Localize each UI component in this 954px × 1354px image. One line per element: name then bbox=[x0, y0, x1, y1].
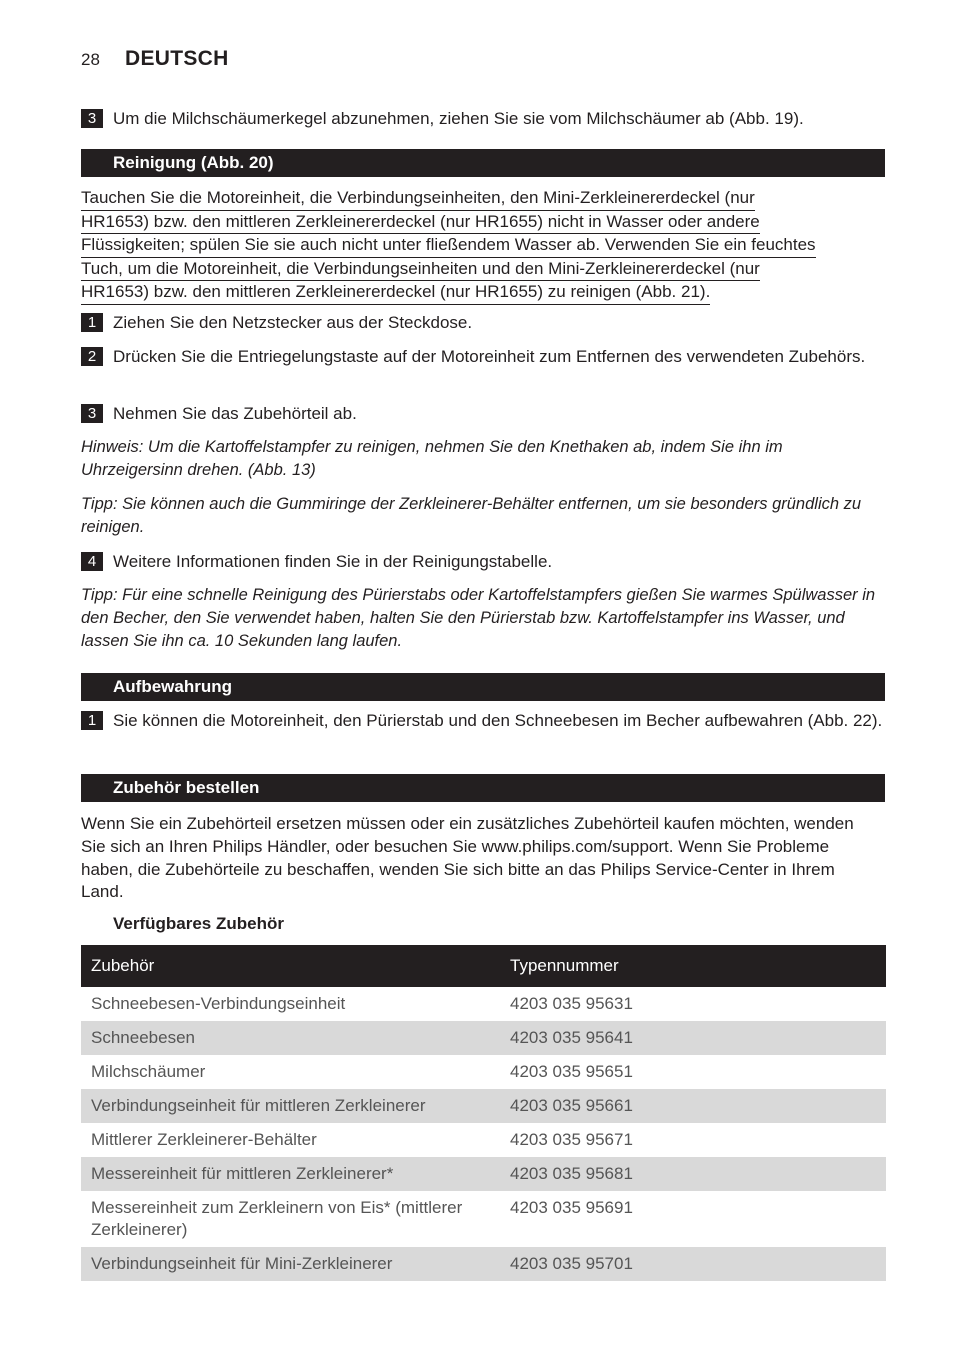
type-number-cell: 4203 035 95641 bbox=[500, 1021, 886, 1055]
table-row bbox=[81, 987, 886, 1021]
cleaning-step-2 bbox=[81, 345, 883, 368]
type-number-cell: 4203 035 95691 bbox=[510, 1198, 633, 1217]
note-tip-rubber-rings: Tipp: Sie können auch die Gummiringe der Zerkleinerer-Behälter entfernen, um sie besonders gründlich zu reinigen. bbox=[81, 495, 862, 536]
note-tip-quick-clean: Tipp: Für eine schnelle Reinigung des Pürierstabs oder Kartoffelstampfers gießen Sie warmes Spülwasser in den Becher, den Sie verwendet haben, halten Sie den Pürierstab bzw. Kartoffelstampfer ins Wasser, und lassen Sie ihn ca. 10 Sekunden lang laufen. bbox=[81, 586, 876, 650]
available-accessories-heading: Verfügbares Zubehör bbox=[113, 914, 284, 933]
accessory-cell: Mittlerer Zerkleinerer-Behälter bbox=[91, 1130, 317, 1149]
cleaning-warning bbox=[81, 187, 881, 305]
step-text: Drücken Sie die Entriegelungstaste auf der Motoreinheit zum Entfernen des verwendeten Zubehörs. bbox=[113, 347, 866, 366]
step-number-badge: 3 bbox=[81, 404, 103, 423]
page-number: 28 bbox=[81, 50, 100, 69]
table-row bbox=[81, 1089, 886, 1123]
accessory-cell: Messereinheit zum Zerkleinern von Eis* (mittlerer Zerkleinerer) bbox=[91, 1198, 463, 1239]
step-text: Nehmen Sie das Zubehörteil ab. bbox=[113, 404, 357, 423]
order-paragraph: Wenn Sie ein Zubehörteil ersetzen müssen oder ein zusätzliches Zubehörteil kaufen möchten, wenden Sie sich an Ihren Philips Händler, oder besuchen Sie www.philips.com/support. Wenn Sie Probleme haben, die Zubehörteile zu beschaffen, wenden Sie sich bitte an das Philips Service-Center in Ihrem Land. bbox=[81, 814, 854, 902]
cleaning-step-3 bbox=[81, 402, 883, 425]
accessories-table bbox=[81, 945, 886, 1281]
accessory-cell: Verbindungseinheit für Mini-Zerkleinerer bbox=[81, 1247, 500, 1281]
type-number-cell: 4203 035 95681 bbox=[500, 1157, 886, 1191]
type-number-cell: 4203 035 95671 bbox=[510, 1130, 633, 1149]
note-hint: Hinweis: Um die Kartoffelstampfer zu reinigen, nehmen Sie den Knethaken ab, indem Sie ihn im Uhrzeigersinn drehen. (Abb. 13) bbox=[81, 438, 783, 479]
table-row bbox=[81, 1021, 886, 1055]
accessory-cell: Milchschäumer bbox=[91, 1062, 206, 1081]
warning-line: HR1653) bzw. den mittleren Zerkleinererdeckel (nur HR1655) zu reinigen (Abb. 21). bbox=[81, 281, 710, 305]
table-header-row bbox=[81, 945, 886, 987]
accessory-cell: Schneebesen bbox=[81, 1021, 500, 1055]
table-row bbox=[81, 1123, 886, 1157]
cleaning-step-1 bbox=[81, 311, 883, 334]
step-number-badge: 1 bbox=[81, 711, 103, 730]
warning-line: HR1653) bzw. den mittleren Zerkleinererdeckel (nur HR1655) nicht in Wasser oder andere bbox=[81, 211, 760, 235]
type-number-cell: 4203 035 95651 bbox=[510, 1062, 633, 1081]
accessory-cell: Messereinheit für mittleren Zerkleinerer* bbox=[81, 1157, 500, 1191]
accessory-cell: Verbindungseinheit für mittleren Zerkleinerer bbox=[81, 1089, 500, 1123]
step-text: Ziehen Sie den Netzstecker aus der Steckdose. bbox=[113, 313, 473, 332]
table-row bbox=[81, 1157, 886, 1191]
section-bar-order bbox=[81, 774, 885, 802]
milk-frother-step bbox=[81, 107, 883, 130]
section-title: Zubehör bestellen bbox=[113, 778, 260, 797]
section-title: Reinigung (Abb. 20) bbox=[113, 153, 274, 172]
step-number-badge: 1 bbox=[81, 313, 103, 332]
storage-step-1 bbox=[81, 709, 883, 732]
section-bar-storage bbox=[81, 673, 885, 701]
column-header-accessory: Zubehör bbox=[81, 945, 500, 987]
warning-line: Tuch, um die Motoreinheit, die Verbindungseinheiten und den Mini-Zerkleinererdeckel (nur bbox=[81, 258, 760, 282]
type-number-cell: 4203 035 95661 bbox=[500, 1089, 886, 1123]
section-bar-cleaning bbox=[81, 149, 885, 177]
type-number-cell: 4203 035 95701 bbox=[500, 1247, 886, 1281]
accessory-cell: Schneebesen-Verbindungseinheit bbox=[91, 994, 346, 1013]
step-text: Weitere Informationen finden Sie in der Reinigungstabelle. bbox=[113, 552, 553, 571]
step-text: Sie können die Motoreinheit, den Pürierstab und den Schneebesen im Becher aufbewahren (Abb. 22). bbox=[113, 711, 883, 730]
table-row bbox=[81, 1055, 886, 1089]
table-row bbox=[81, 1247, 886, 1281]
step-number-badge: 3 bbox=[81, 109, 103, 128]
step-number-badge: 2 bbox=[81, 347, 103, 366]
step-number-badge: 4 bbox=[81, 552, 103, 571]
column-header-type-number: Typennummer bbox=[500, 945, 886, 987]
page-language-heading: DEUTSCH bbox=[125, 47, 229, 70]
step-text: Um die Milchschäumerkegel abzunehmen, ziehen Sie sie vom Milchschäumer ab (Abb. 19). bbox=[113, 109, 804, 128]
table-row bbox=[81, 1191, 886, 1247]
warning-line: Tauchen Sie die Motoreinheit, die Verbindungseinheiten, den Mini-Zerkleinererdeckel (nur bbox=[81, 187, 755, 211]
type-number-cell: 4203 035 95631 bbox=[510, 994, 633, 1013]
section-title: Aufbewahrung bbox=[113, 677, 232, 696]
cleaning-step-4 bbox=[81, 550, 883, 573]
warning-line: Flüssigkeiten; spülen Sie sie auch nicht unter fließendem Wasser ab. Verwenden Sie ein feuchtes bbox=[81, 234, 816, 258]
